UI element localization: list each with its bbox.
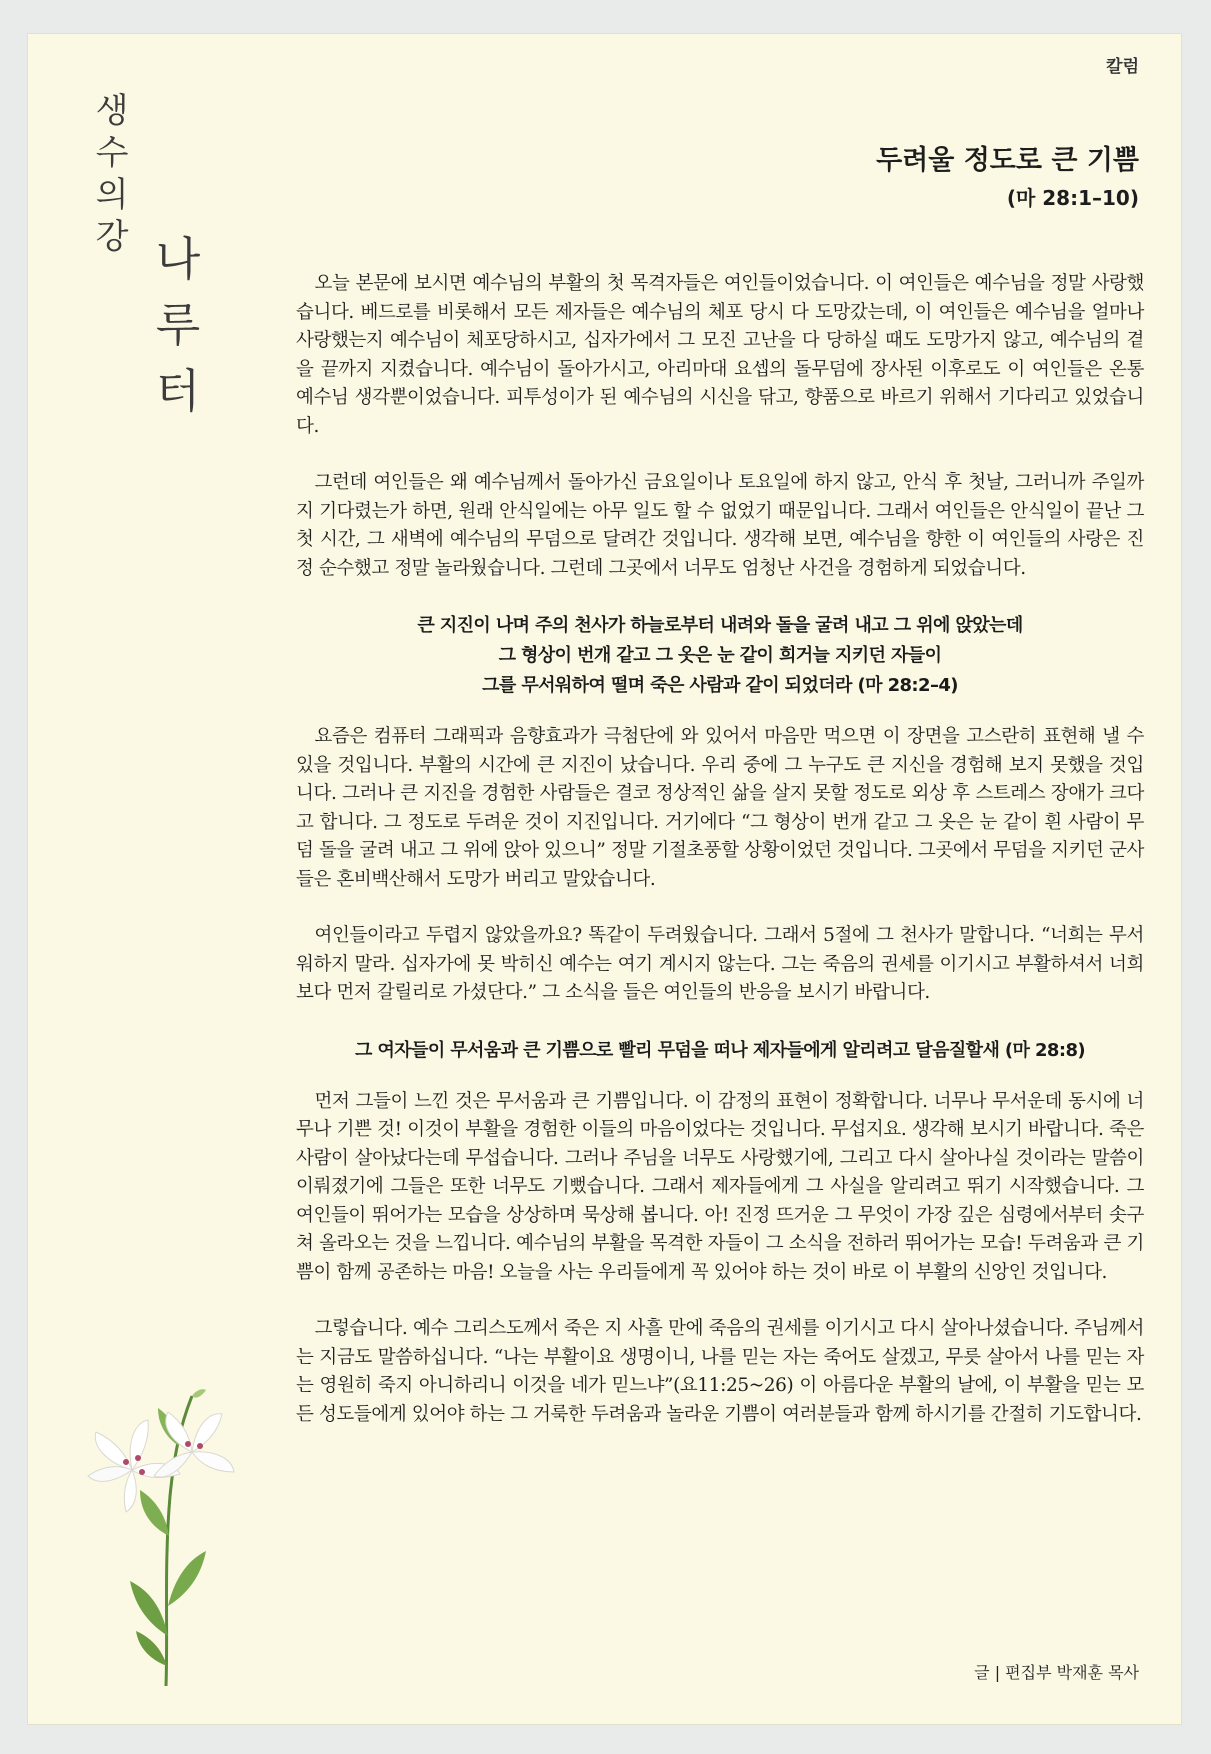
scripture-quote <box>296 611 1144 701</box>
page <box>28 34 1181 1724</box>
column-name-char: 강 <box>95 217 129 257</box>
scripture-reference: (마 28:1–10) <box>1006 186 1139 210</box>
lily-flower-icon <box>84 1386 254 1696</box>
quote-line: 큰 지진이 나며 주의 천사가 하늘로부터 내려와 돌을 굴려 내고 그 위에 앉았는데 <box>417 615 1023 636</box>
column-name-large <box>150 226 206 424</box>
column-name-small <box>92 90 132 258</box>
column-name-char: 수 <box>95 133 129 173</box>
paragraph: 먼저 그들이 느낀 것은 무서움과 큰 기쁨입니다. 이 감정의 표현이 정확합니다. 너무나 무서운데 동시에 너무나 기쁜 것! 이것이 부활을 경험한 이들의 마음이었다는 것입니다. 무섭지요. 생각해 보시기 바랍니다. 죽은 사람이 살아났다는데 무섭습니다. 그러나 주님을 너무도 사랑했기에, 그리고 다시 살아나실 것이라는 말씀이 이뤄졌기에 그들은 또한 너무도 기뻤습니다. 그래서 제자들에게 그 사실을 알리려고 뛰기 시작했습니다. 그 여인들이 뛰어가는 모습을 상상하며 묵상해 봅니다. 아! 진정 뜨거운 그 무엇이 가장 깊은 심령에서부터 솟구쳐 올라오는 것을 느낍니다. 예수님의 부활을 목격한 자들이 그 소식을 전하러 뛰어가는 모습! 두려움과 큰 기쁨이 함께 공존하는 마음! 오늘을 사는 우리들에게 꼭 있어야 하는 것이 바로 이 부활의 신앙인 것입니다. <box>296 1090 1144 1283</box>
column-name-char: 생 <box>95 91 129 131</box>
scripture-quote <box>296 1036 1144 1066</box>
quote-line: 그 여자들이 무서움과 큰 기쁨으로 빨리 무덤을 떠나 제자들에게 알리려고 달음질할새 (마 28:8) <box>355 1039 1085 1061</box>
column-name-char: 의 <box>95 175 129 215</box>
byline: 글 | 편집부 박재훈 목사 <box>974 1663 1139 1682</box>
quote-line: 그 형상이 번개 같고 그 옷은 눈 같이 희거늘 지키던 자들이 <box>498 645 942 666</box>
article-title: 두려울 정도로 큰 기쁨 <box>876 145 1139 176</box>
paragraph: 요즘은 컴퓨터 그래픽과 음향효과가 극첨단에 와 있어서 마음만 먹으면 이 장면을 고스란히 표현해 낼 수 있을 것입니다. 부활의 시간에 큰 지진이 났습니다. 우리 중에 그 누구도 큰 지신을 경험해 보지 못했을 것입니다. 그러나 큰 지진을 경험한 사람들은 결코 정상적인 삶을 살지 못할 정도로 외상 후 스트레스 장애가 크다고 합니다. 그 정도로 두려운 것이 지진입니다. 거기에다 “그 형상이 번개 같고 그 옷은 눈 같이 흰 사람이 무덤 돌을 굴려 내고 그 위에 앉아 있으니” 정말 기절초풍할 상황이었던 것입니다. 그곳에서 무덤을 지키던 군사들은 혼비백산해서 도망가 버리고 말았습니다. <box>296 726 1145 890</box>
article-body <box>296 270 1144 1457</box>
section-tag: 칼럼 <box>1106 57 1139 77</box>
quote-line: 그를 무서워하여 떨며 죽은 사람과 같이 되었더라 (마 28:2–4) <box>482 675 958 696</box>
column-name-char: 루 <box>155 298 201 352</box>
paragraph: 여인들이라고 두렵지 않았을까요? 똑같이 두려웠습니다. 그래서 5절에 그 천사가 말합니다. “너희는 무서워하지 말라. 십자가에 못 박히신 예수는 여기 계시지 않는다. 그는 죽음의 권세를 이기시고 부활하셔서 너희보다 먼저 갈릴리로 가셨단다.” 그 소식을 들은 여인들의 반응을 보시기 바랍니다. <box>296 925 1144 1003</box>
paragraph: 그런데 여인들은 왜 예수님께서 돌아가신 금요일이나 토요일에 하지 않고, 안식 후 첫날, 그러니까 주일까지 기다렸는가 하면, 원래 안식일에는 아무 일도 할 수 없었기 때문입니다. 그래서 여인들은 안식일이 끝난 그 첫 시간, 그 새벽에 예수님의 무덤으로 달려간 것입니다. 생각해 보면, 예수님을 향한 이 여인들의 사랑은 진정 순수했고 정말 놀라웠습니다. 그런데 그곳에서 너무도 엄청난 사건을 경험하게 되었습니다. <box>296 472 1144 579</box>
paragraph: 그렇습니다. 예수 그리스도께서 죽은 지 사흘 만에 죽음의 권세를 이기시고 다시 살아나셨습니다. 주님께서는 지금도 말씀하십니다. “나는 부활이요 생명이니, 나를 믿는 자는 죽어도 살겠고, 무릇 살아서 나를 믿는 자는 영원히 죽지 아니하리니 이것을 네가 믿느냐”(요11:25~26) 이 아름다운 부활의 날에, 이 부활을 믿는 모든 성도들에게 있어야 하는 그 거룩한 두려움과 놀라운 기쁨이 여러분들과 함께 하시기를 간절히 기도합니다. <box>296 1318 1144 1425</box>
paragraph: 오늘 본문에 보시면 예수님의 부활의 첫 목격자들은 여인들이었습니다. 이 여인들은 예수님을 정말 사랑했습니다. 베드로를 비롯해서 모든 제자들은 예수님의 체포 당시 다 도망갔는데, 이 여인들은 예수님을 얼마나 사랑했는지 예수님이 체포당하시고, 십자가에서 그 모진 고난을 다 당하실 때도 도망가지 않고, 예수님의 곁을 끝까지 지켰습니다. 예수님이 돌아가시고, 아리마대 요셉의 돌무덤에 장사된 이후로도 이 여인들은 온통 예수님 생각뿐이었습니다. 피투성이가 된 예수님의 시신을 닦고, 향품으로 바르기 위해서 기다리고 있었습니다. <box>296 273 1144 437</box>
column-name-char: 터 <box>155 364 201 418</box>
column-name-char: 나 <box>155 232 201 286</box>
